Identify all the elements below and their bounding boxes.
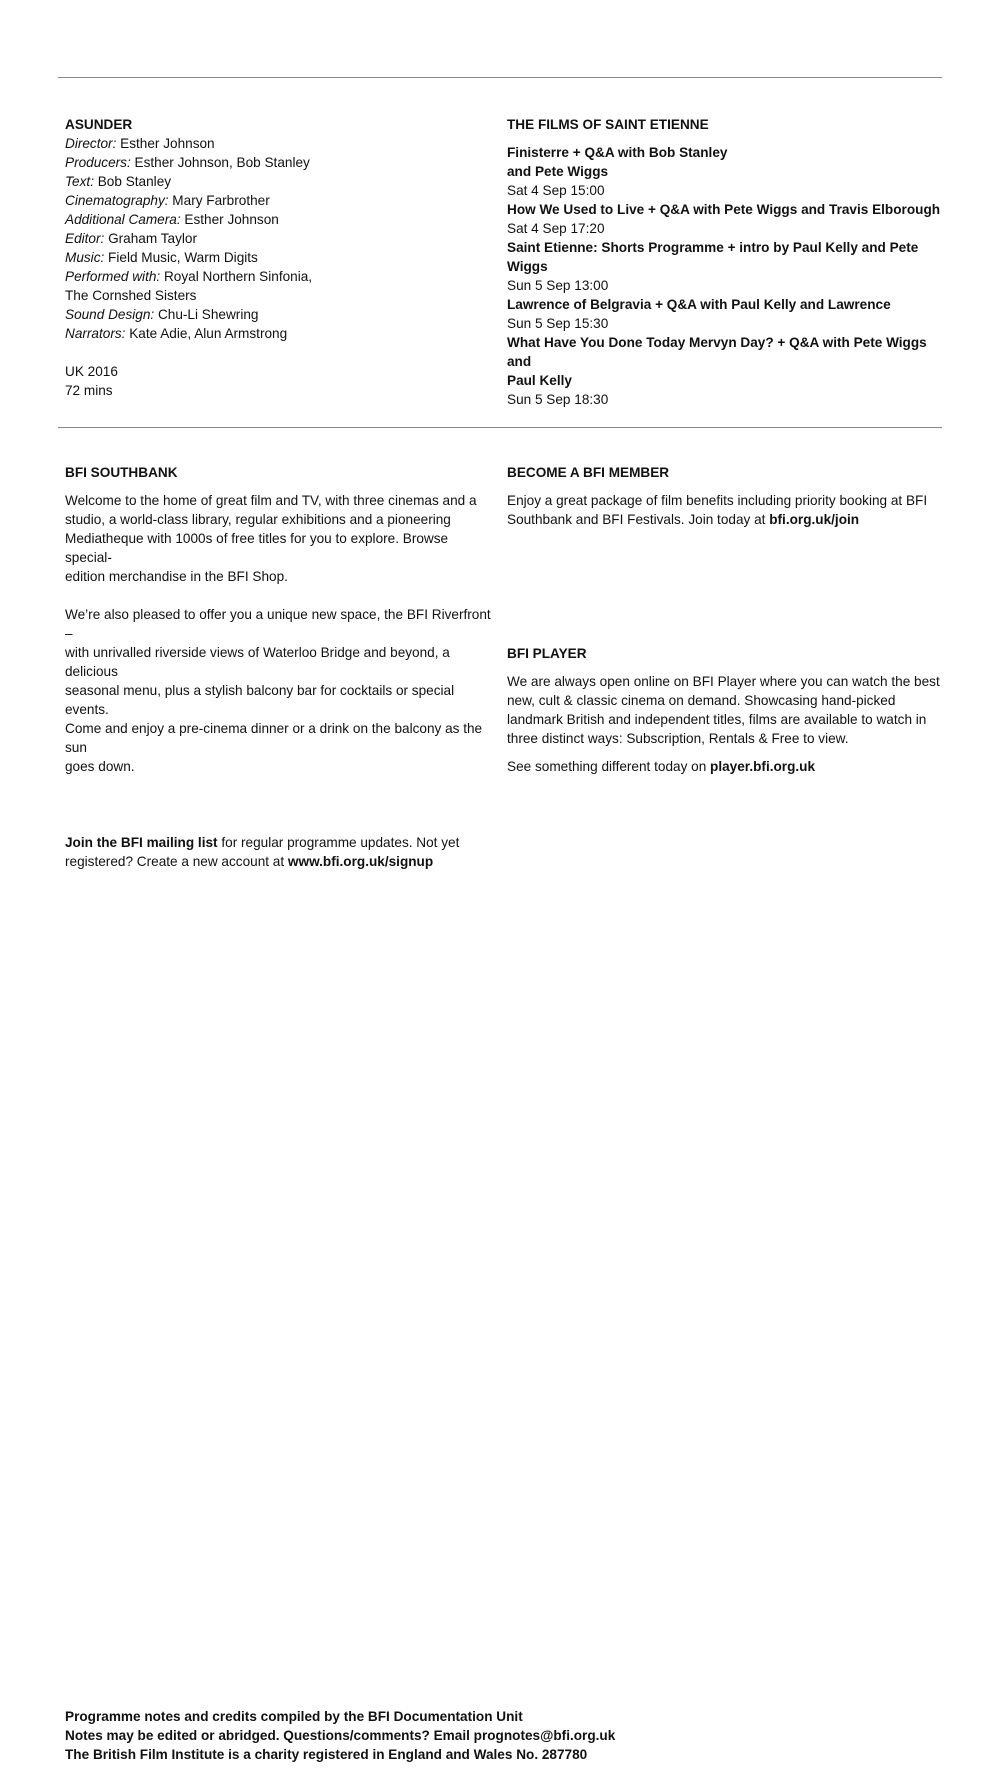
mailing-list-paragraph: [65, 833, 495, 871]
screening-title: How We Used to Live + Q&A with Pete Wiggs and Travis Elborough: [507, 202, 941, 217]
credit-value: The Cornshed Sisters: [65, 288, 197, 303]
credit-value: Bob Stanley: [93, 174, 172, 189]
credit-line: [65, 248, 495, 267]
credit-value: Field Music, Warm Digits: [104, 250, 258, 265]
text-line: goes down.: [65, 759, 135, 774]
credit-value: Esther Johnson, Bob Stanley: [130, 155, 310, 170]
player-section: [507, 644, 942, 776]
text-line: new, cult & classic cinema on demand. Showcasing hand-picked: [507, 693, 896, 708]
middle-divider: [58, 427, 942, 428]
credit-value: Mary Farbrother: [168, 193, 270, 208]
credit-value: Kate Adie, Alun Armstrong: [125, 326, 288, 341]
member-title: BECOME A BFI MEMBER: [507, 465, 670, 480]
credits-list: [65, 134, 495, 343]
player-link[interactable]: player.bfi.org.uk: [710, 759, 816, 774]
text-line: seasonal menu, plus a stylish balcony bar for cocktails or special events.: [65, 683, 455, 717]
credit-line: [65, 191, 495, 210]
credit-value: Esther Johnson: [180, 212, 279, 227]
credit-value: Chu-Li Shewring: [154, 307, 259, 322]
text-line: [507, 757, 942, 776]
text-line: landmark British and independent titles, films are available to watch in: [507, 712, 927, 727]
member-text: Southbank and BFI Festivals. Join today at: [507, 512, 770, 527]
footer-line: Programme notes and credits compiled by the BFI Documentation Unit: [65, 1709, 523, 1724]
text-line: studio, a world-class library, regular exhibitions and a pioneering: [65, 512, 451, 527]
credit-line: [65, 286, 495, 305]
credit-role: Music:: [65, 250, 105, 265]
screening-title: Finisterre + Q&A with Bob Stanley: [507, 145, 728, 160]
screening-title: Lawrence of Belgravia + Q&A with Paul Kelly and Lawrence: [507, 297, 891, 312]
credit-role: Cinematography:: [65, 193, 169, 208]
screening-date: Sat 4 Sep 15:00: [507, 183, 605, 198]
screening-item: [507, 143, 942, 200]
credit-role: Sound Design:: [65, 307, 155, 322]
signup-link[interactable]: www.bfi.org.uk/signup: [287, 854, 434, 869]
screening-item: [507, 295, 942, 333]
credit-line: [65, 305, 495, 324]
credit-line: [65, 324, 495, 343]
credit-role: Performed with:: [65, 269, 161, 284]
text-line: [65, 852, 495, 871]
text-line: [65, 833, 495, 852]
film-credits: [65, 115, 495, 400]
screening-date: Sun 5 Sep 13:00: [507, 278, 609, 293]
credit-line: [65, 210, 495, 229]
country-year: UK 2016: [65, 364, 118, 379]
screening-title: Paul Kelly: [507, 373, 572, 388]
screening-date: Sun 5 Sep 15:30: [507, 316, 609, 331]
screening-title: Saint Etienne: Shorts Programme + intro by Paul Kelly and Pete: [507, 240, 919, 255]
text-line: We are always open online on BFI Player where you can watch the best: [507, 674, 940, 689]
credit-value: Graham Taylor: [104, 231, 197, 246]
credit-line: [65, 267, 495, 286]
credit-line: [65, 229, 495, 248]
riverfront-paragraph: [65, 605, 495, 776]
screening-item: [507, 200, 942, 238]
credit-value: Esther Johnson: [116, 136, 215, 151]
text-line: three distinct ways: Subscription, Rentals & Free to view.: [507, 731, 849, 746]
southbank-title: BFI SOUTHBANK: [65, 465, 178, 480]
screening-date: Sun 5 Sep 18:30: [507, 392, 609, 407]
screening-item: [507, 238, 942, 295]
text-line: Welcome to the home of great film and TV, with three cinemas and a: [65, 493, 477, 508]
mailing-list-link[interactable]: Join the BFI mailing list: [65, 835, 218, 850]
season-title: THE FILMS OF SAINT ETIENNE: [507, 117, 709, 132]
screening-title: Wiggs: [507, 259, 548, 274]
footer-line: The British Film Institute is a charity registered in England and Wales No. 287780: [65, 1747, 588, 1762]
text-line: We’re also pleased to offer you a unique new space, the BFI Riverfront –: [65, 607, 491, 641]
southbank-paragraph: [65, 491, 495, 586]
season-screenings: [507, 115, 942, 409]
credit-role: Narrators:: [65, 326, 126, 341]
member-section: [507, 463, 942, 529]
runtime: 72 mins: [65, 383, 113, 398]
screening-title: What Have You Done Today Mervyn Day? + Q&A with Pete Wiggs and: [507, 335, 927, 369]
screening-title: and Pete Wiggs: [507, 164, 609, 179]
text-line: [507, 510, 942, 529]
text-line: Enjoy a great package of film benefits including priority booking at BFI: [507, 493, 928, 508]
text-line: edition merchandise in the BFI Shop.: [65, 569, 288, 584]
credit-line: [65, 134, 495, 153]
screening-item: [507, 333, 942, 409]
credit-role: Text:: [65, 174, 94, 189]
join-link[interactable]: bfi.org.uk/join: [769, 512, 860, 527]
mailing-text: for regular programme updates. Not yet: [217, 835, 460, 850]
screening-date: Sat 4 Sep 17:20: [507, 221, 605, 236]
footer-line: Notes may be edited or abridged. Questions/comments? Email prognotes@bfi.org.uk: [65, 1728, 616, 1743]
credit-role: Producers:: [65, 155, 131, 170]
credit-line: [65, 153, 495, 172]
mailing-text: registered? Create a new account at: [65, 854, 288, 869]
text-line: with unrivalled riverside views of Waterloo Bridge and beyond, a delicious: [65, 645, 450, 679]
text-line: Come and enjoy a pre-cinema dinner or a drink on the balcony as the sun: [65, 721, 483, 755]
credit-role: Additional Camera:: [65, 212, 181, 227]
film-title: ASUNDER: [65, 117, 133, 132]
credit-line: [65, 172, 495, 191]
text-line: Mediatheque with 1000s of free titles for you to explore. Browse special-: [65, 531, 449, 565]
player-cta-text: See something different today on: [507, 759, 711, 774]
credit-role: Editor:: [65, 231, 105, 246]
top-divider: [58, 77, 942, 78]
credit-value: Royal Northern Sinfonia,: [160, 269, 313, 284]
player-title: BFI PLAYER: [507, 646, 587, 661]
credit-role: Director:: [65, 136, 117, 151]
footer: [65, 1707, 935, 1764]
southbank-section: [65, 463, 495, 871]
